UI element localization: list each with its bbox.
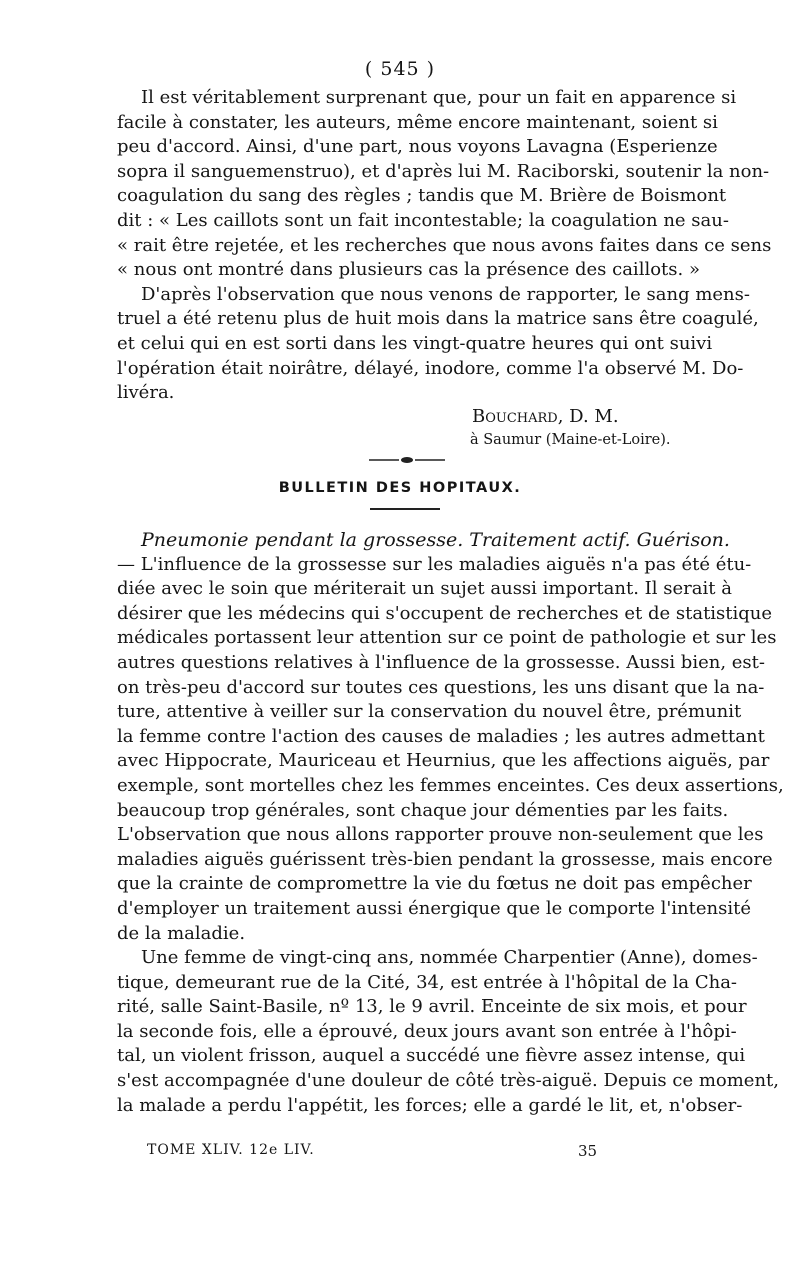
text-line: l'opération était noirâtre, délayé, inodore, comme l'a observé M. Do-	[117, 357, 744, 379]
text-line: tal, un violent frisson, auquel a succédé une fièvre assez intense, qui	[117, 1045, 746, 1067]
text-line: D'après l'observation que nous venons de rapporter, le sang mens-	[141, 283, 750, 305]
text-line: truel a été retenu plus de huit mois dans la matrice sans être coagulé,	[117, 308, 759, 330]
article-title: Pneumonie pendant la grossesse. Traitement actif. Guérison.	[141, 529, 730, 551]
text-line: on très-peu d'accord sur toutes ces questions, les uns disant que la na-	[117, 676, 765, 698]
article-end-text	[117, 86, 772, 406]
text-line: la seconde fois, elle a éprouvé, deux jours avant son entrée à l'hôpi-	[117, 1020, 737, 1042]
text-line: exemple, sont mortelles chez les femmes enceintes. Ces deux assertions,	[117, 774, 784, 796]
sheet-number: 35	[578, 1142, 598, 1160]
text-line: facile à constater, les auteurs, même encore maintenant, soient si	[117, 111, 718, 133]
text-line: beaucoup trop générales, sont chaque jour démenties par les faits.	[117, 799, 729, 821]
text-line: et celui qui en est sorti dans les vingt-quatre heures qui ont suivi	[117, 332, 713, 354]
text-line: tique, demeurant rue de la Cité, 34, est entrée à l'hôpital de la Cha-	[117, 971, 738, 993]
text-line: maladies aiguës guérissent très-bien pendant la grossesse, mais encore	[117, 848, 773, 870]
text-line: Il est véritablement surprenant que, pour un fait en apparence si	[141, 87, 737, 108]
page-footer	[0, 1142, 800, 1164]
text-line: Une femme de vingt-cinq ans, nommée Charpentier (Anne), domes-	[141, 947, 758, 969]
text-line: désirer que les médecins qui s'occupent de recherches et de statistique	[117, 602, 773, 624]
text-line: la malade a perdu l'appétit, les forces; elle a gardé le lit, et, n'obser-	[117, 1094, 743, 1116]
text-line: « rait être rejetée, et les recherches que nous avons faites dans ce sens	[117, 234, 772, 256]
text-line: coagulation du sang des règles ; tandis que M. Brière de Boismont	[117, 185, 727, 207]
text-line: — L'influence de la grossesse sur les maladies aiguës n'a pas été étu-	[117, 553, 752, 575]
text-line: ture, attentive à veiller sur la conservation du nouvel être, prémunit	[117, 701, 742, 723]
text-line: avec Hippocrate, Mauriceau et Heurnius, que les affections aiguës, par	[117, 750, 770, 772]
text-line: de la maladie.	[117, 922, 246, 944]
text-line: « nous ont montré dans plusieurs cas la présence des caillots. »	[117, 259, 700, 281]
signature-mark: TOME XLIV. 12e LIV.	[147, 1142, 315, 1158]
text-line: autres questions relatives à l'influence de la grossesse. Aussi bien, est-	[117, 651, 765, 673]
author-signature: Bouchard, D. M.	[472, 406, 619, 427]
page-number: ( 545 )	[364, 58, 436, 80]
section-heading: BULLETIN DES HOPITAUX.	[278, 480, 522, 496]
text-line: que la crainte de compromettre la vie du fœtus ne doit pas empêcher	[117, 873, 752, 895]
text-line: rité, salle Saint-Basile, nº 13, le 9 avril. Enceinte de six mois, et pour	[117, 996, 747, 1018]
ornament-divider	[367, 455, 447, 465]
text-line: diée avec le soin que mériterait un sujet aussi important. Il serait à	[117, 578, 732, 600]
text-line: médicales portassent leur attention sur ce point de pathologie et sur les	[117, 627, 777, 649]
heading-rule	[370, 508, 440, 510]
text-line: dit : « Les caillots sont un fait incontestable; la coagulation ne sau-	[117, 209, 729, 231]
text-line: peu d'accord. Ainsi, d'une part, nous voyons Lavagna (Esperienze	[117, 136, 718, 158]
text-line: la femme contre l'action des causes de maladies ; les autres admettant	[117, 725, 765, 747]
article-text	[117, 528, 784, 1118]
text-line: livéra.	[117, 382, 175, 404]
text-line: sopra il sanguemenstruo), et d'après lui M. Raciborski, soutenir la non-	[117, 160, 770, 182]
author-place: à Saumur (Maine-et-Loire).	[470, 432, 671, 448]
text-line: s'est accompagnée d'une douleur de côté très-aiguë. Depuis ce moment,	[117, 1070, 780, 1092]
signature-line	[117, 405, 682, 430]
text-line: d'employer un traitement aussi énergique que le comporte l'intensité	[117, 897, 751, 919]
text-line: L'observation que nous allons rapporter prouve non-seulement que les	[117, 824, 764, 846]
